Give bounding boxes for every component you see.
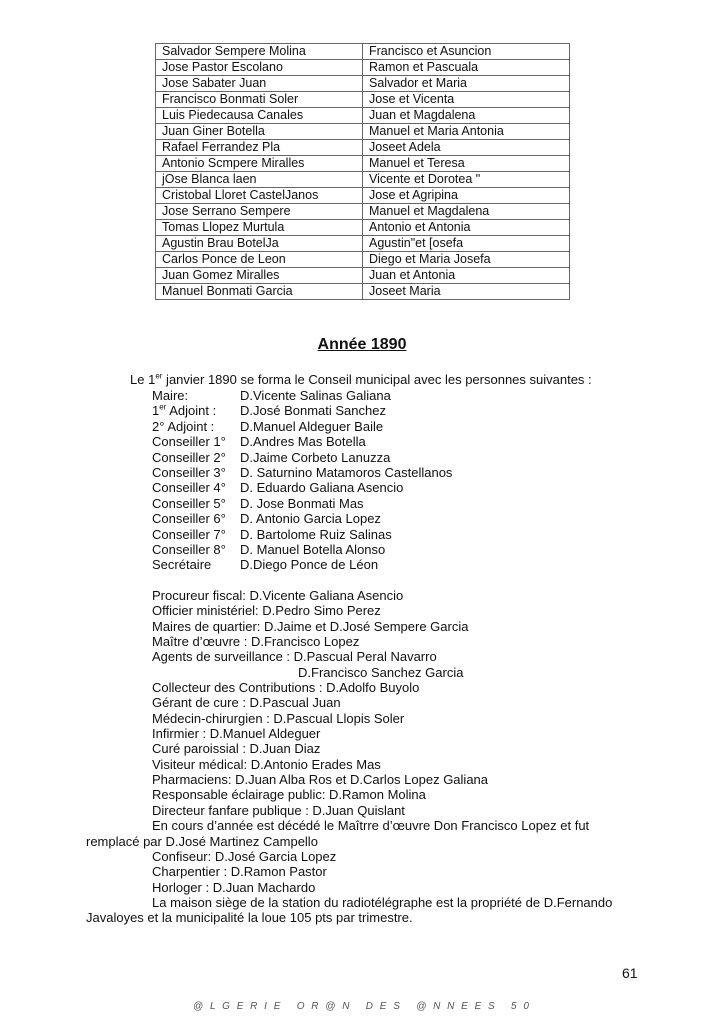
council-member-name: D. Manuel Botella Alonso: [240, 541, 386, 557]
person-name-cell: Cristobal Lloret CastelJanos: [156, 188, 363, 204]
table-row: [156, 236, 570, 252]
council-member-name: D.Andres Mas Botella: [240, 434, 366, 450]
official-line: Infirmier : D.Manuel Aldeguer: [152, 726, 321, 742]
person-name-cell: Carlos Ponce de Leon: [156, 252, 363, 268]
page-number: 61: [622, 965, 638, 981]
official-line: Confiseur: D.José Garcia Lopez: [152, 848, 337, 864]
council-member-row: [152, 419, 452, 434]
table-row: [156, 252, 570, 268]
council-member-name: D.Diego Ponce de Léon: [240, 557, 379, 573]
council-role: Maire:: [152, 388, 189, 403]
official-line: remplacé par D.José Martinez Campello: [86, 833, 318, 849]
official-line: Gérant de cure : D.Pascual Juan: [152, 695, 341, 711]
parents-cell: Ramon et Pascuala: [363, 60, 570, 76]
official-line: Collecteur des Contributions : D.Adolfo Buyolo: [152, 680, 420, 696]
table-row: [156, 76, 570, 92]
official-line: Responsable éclairage public: D.Ramon Molina: [152, 787, 426, 803]
person-name-cell: Salvador Sempere Molina: [156, 44, 363, 60]
parents-cell: Antonio et Antonia: [363, 220, 570, 236]
official-line: Maires de quartier: D.Jaime et D.José Sempere Garcia: [152, 618, 469, 634]
official-line: D.Francisco Sanchez Garcia: [298, 664, 464, 680]
council-member-row: [152, 511, 452, 526]
table-row: [156, 92, 570, 108]
person-name-cell: Francisco Bonmati Soler: [156, 92, 363, 108]
person-name-cell: Manuel Bonmati Garcia: [156, 284, 363, 300]
table-row: [156, 108, 570, 124]
person-name-cell: Jose Pastor Escolano: [156, 60, 363, 76]
council-member-row: [152, 434, 452, 449]
council-role: Conseiller 7°: [152, 526, 226, 542]
table-row: [156, 60, 570, 76]
official-line: Javaloyes et la municipalité la loue 105 pts par trimestre.: [86, 910, 413, 926]
council-role: Conseiller 8°: [152, 541, 226, 557]
council-member-row: [152, 496, 452, 511]
officials-list: [86, 588, 652, 926]
council-role: Conseiller 6°: [152, 511, 226, 527]
official-line: Pharmaciens: D.Juan Alba Ros et D.Carlos Lopez Galiana: [152, 772, 489, 788]
official-line: Maître d’œuvre : D.Francisco Lopez: [152, 634, 360, 650]
official-line: En cours d’année est décédé le Maîtrre d’œuvre Don Francisco Lopez et fut: [152, 818, 590, 834]
parents-cell: Francisco et Asuncion: [363, 44, 570, 60]
person-name-cell: Juan Gomez Miralles: [156, 268, 363, 284]
council-member-name: D. Antonio Garcia Lopez: [240, 511, 381, 527]
council-member-name: D.Jaime Corbeto Lanuzza: [240, 449, 391, 465]
official-line: Directeur fanfare publique : D.Juan Quislant: [152, 802, 405, 818]
parents-cell: Joseet Maria: [363, 284, 570, 300]
parents-cell: Jose et Agripina: [363, 188, 570, 204]
official-line: La maison siège de la station du radiotélégraphe est la propriété de D.Fernando: [152, 894, 613, 910]
table-row: [156, 44, 570, 60]
council-role: Conseiller 5°: [152, 495, 226, 511]
official-line: Charpentier : D.Ramon Pastor: [152, 864, 327, 880]
council-list: [152, 388, 452, 573]
council-member-row: [152, 557, 452, 572]
official-line: Agents de surveillance : D.Pascual Peral Navarro: [152, 649, 437, 665]
council-role: Secrétaire: [152, 557, 212, 573]
parents-cell: Jose et Vicenta: [363, 92, 570, 108]
parents-cell: Diego et Maria Josefa: [363, 252, 570, 268]
council-member-row: [152, 450, 452, 465]
parents-cell: Manuel et Teresa: [363, 156, 570, 172]
council-member-row: [152, 465, 452, 480]
page-footer: @ L G E R I E O R @ N D E S @ N N E E S 5 0: [193, 1001, 531, 1012]
parents-cell: Juan et Antonia: [363, 268, 570, 284]
table-row: [156, 172, 570, 188]
council-role: Conseiller 4°: [152, 480, 226, 496]
official-line: Visiteur médical: D.Antonio Erades Mas: [152, 756, 381, 772]
person-name-cell: Luis Piedecausa Canales: [156, 108, 363, 124]
person-name-cell: jOse Blanca laen: [156, 172, 363, 188]
table-row: [156, 220, 570, 236]
council-member-name: D. Bartolome Ruiz Salinas: [240, 526, 392, 542]
parents-cell: Manuel et Maria Antonia: [363, 124, 570, 140]
person-name-cell: Jose Serrano Sempere: [156, 204, 363, 220]
table-row: [156, 124, 570, 140]
table-row: [156, 140, 570, 156]
table-row: [156, 156, 570, 172]
person-name-cell: Agustin Brau BotelJa: [156, 236, 363, 252]
council-member-name: D.Manuel Aldeguer Baile: [240, 418, 384, 434]
table-row: [156, 284, 570, 300]
table-row: [156, 188, 570, 204]
official-line: Médecin-chirurgien : D.Pascual Llopis Soler: [152, 710, 405, 726]
council-member-name: D.Vicente Salinas Galiana: [240, 388, 391, 403]
council-member-row: [152, 388, 452, 403]
person-name-cell: Antonio Scmpere Miralles: [156, 156, 363, 172]
council-role: Conseiller 2°: [152, 449, 226, 465]
council-member-row: [152, 542, 452, 557]
table-row: [156, 204, 570, 220]
council-member-row: [152, 480, 452, 495]
parents-cell: Joseet Adela: [363, 140, 570, 156]
council-member-row: [152, 403, 452, 418]
parents-cell: Vicente et Dorotea ": [363, 172, 570, 188]
names-table: [155, 43, 570, 300]
official-line: Curé paroissial : D.Juan Diaz: [152, 741, 321, 757]
person-name-cell: Tomas Llopez Murtula: [156, 220, 363, 236]
person-name-cell: Jose Sabater Juan: [156, 76, 363, 92]
section-title: Année 1890: [317, 336, 407, 353]
council-role: Conseiller 3°: [152, 464, 226, 480]
parents-cell: Agustin"et [osefa: [363, 236, 570, 252]
intro-paragraph: Le 1er janvier 1890 se forma le Conseil municipal avec les personnes suivantes :: [130, 371, 592, 387]
council-member-row: [152, 527, 452, 542]
council-member-name: D.José Bonmati Sanchez: [240, 403, 386, 419]
council-role: Conseiller 1°: [152, 434, 226, 450]
official-line: Horloger : D.Juan Machardo: [152, 879, 316, 895]
council-member-name: D. Saturnino Matamoros Castellanos: [240, 464, 453, 480]
council-role: 1er Adjoint :: [152, 403, 217, 419]
parents-cell: Salvador et Maria: [363, 76, 570, 92]
parents-cell: Juan et Magdalena: [363, 108, 570, 124]
table-row: [156, 268, 570, 284]
council-member-name: D. Jose Bonmati Mas: [240, 495, 364, 511]
council-role: 2° Adjoint :: [152, 418, 215, 434]
council-member-name: D. Eduardo Galiana Asencio: [240, 480, 404, 496]
official-line: Procureur fiscal: D.Vicente Galiana Asencio: [152, 588, 404, 603]
person-name-cell: Rafael Ferrandez Pla: [156, 140, 363, 156]
parents-cell: Manuel et Magdalena: [363, 204, 570, 220]
official-line: Officier ministériel: D.Pedro Simo Perez: [152, 603, 381, 619]
person-name-cell: Juan Giner Botella: [156, 124, 363, 140]
